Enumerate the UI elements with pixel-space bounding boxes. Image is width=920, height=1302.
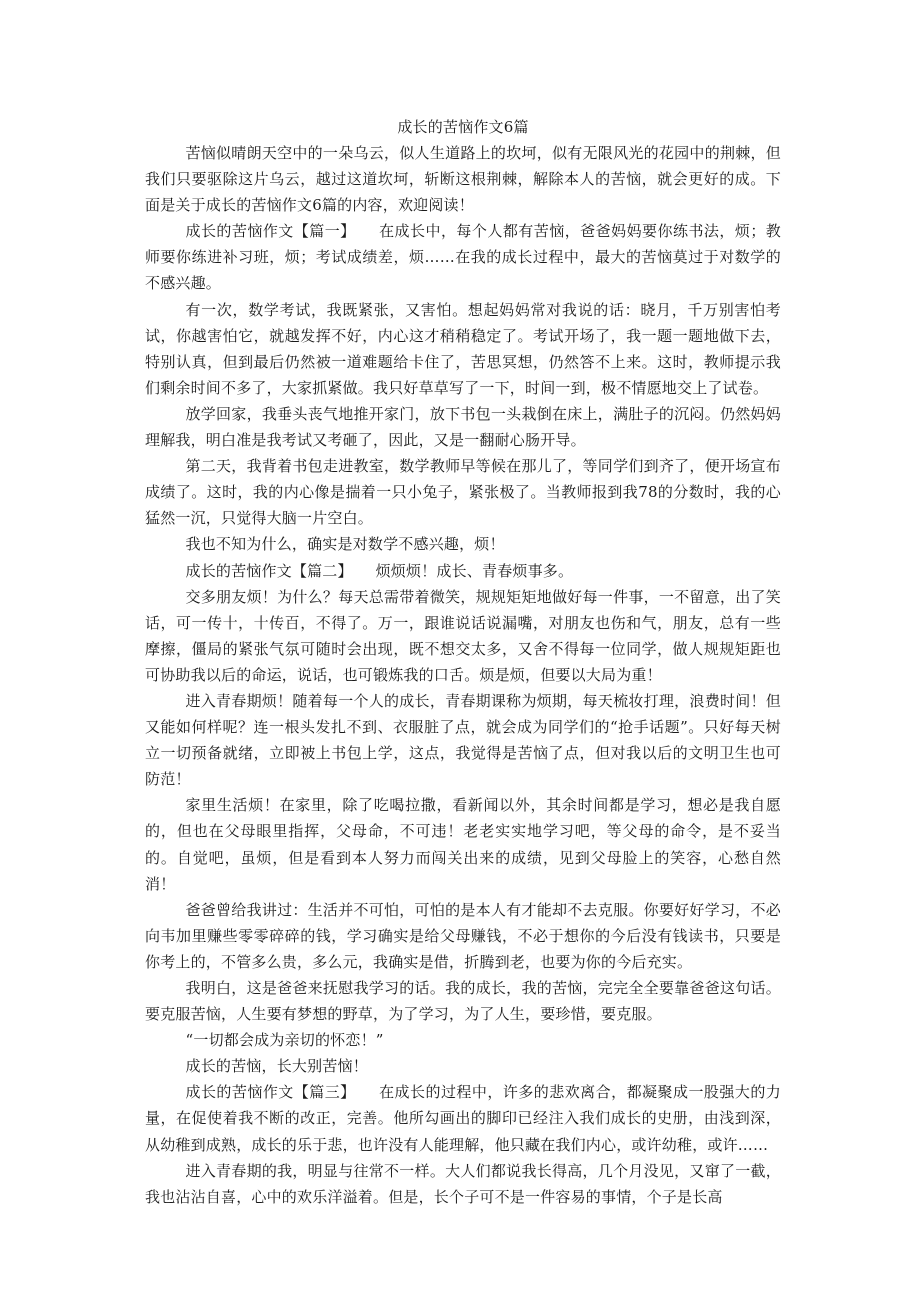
- paragraph: 进入青春期的我，明显与往常不一样。大人们都说我长得高，几个月没见，又窜了一截，我也沾沾自喜，心中的欢乐洋溢着。但是，长个子可不是一件容易的事情，个子是长高: [145, 1161, 781, 1206]
- paragraph-section-1-heading: 成长的苦恼作文【篇一】 在成长中，每个人都有苦恼，爸爸妈妈要你练书法，烦；教师要你练进补习班，烦；考试成绩差，烦……在我的成长过程中，最大的苦恼莫过于对数学的不感兴趣。: [145, 222, 781, 293]
- document-title: 成长的苦恼作文6篇: [397, 118, 529, 136]
- paragraph: 进入青春期烦！随着每一个人的成长，青春期课称为烦期，每天梳妆打理，浪费时间！但又能如何样呢？连一根头发扎不到、衣服脏了点，就会成为同学们的“抢手话题”。只好每天树立一切预备就绪，立即被上书包上学，这点，我觉得是苦恼了点，但对我以后的文明卫生也可防范！: [145, 691, 781, 789]
- paragraph: 我也不知为什么，确实是对数学不感兴趣，烦！: [185, 535, 505, 554]
- paragraph: 放学回家，我垂头丧气地推开家门，放下书包一头栽倒在床上，满肚子的沉闷。仍然妈妈理解我，明白准是我考试又考砸了，因此，又是一翻耐心肠开导。: [145, 404, 781, 450]
- paragraph: 有一次，数学考试，我既紧张，又害怕。想起妈妈常对我说的话：晓月，千万别害怕考试，你越害怕它，就越发挥不好，内心这才稍稍稳定了。考试开场了，我一题一题地做下去，特别认真，但到最后仍然被一道难题给卡住了，苦思冥想，仍然答不上来。这时，教师提示我们剩余时间不多了，大家抓紧做。我只好草草写了一下，时间一到，极不情愿地交上了试卷。: [145, 300, 781, 397]
- paragraph: 爸爸曾给我讲过：生活并不可怕，可怕的是本人有才能却不去克服。你要好好学习，不必向韦加里赚些零零碎碎的钱，学习确实是给父母赚钱，不必于想你的今后没有钱读书，只要是你考上的，不管多么贵，多么元，我确实是借，折腾到老，也要为你的今后充实。: [145, 900, 781, 971]
- paragraph-quote: “一切都会成为亲切的怀恋！”: [185, 1031, 384, 1050]
- paragraph-intro: 苦恼似晴朗天空中的一朵乌云，似人生道路上的坎坷，似有无限风光的花园中的荆棘，但我们只要驱除这片乌云，越过这道坎坷，斩断这根荆棘，解除本人的苦恼，就会更好的成。下面是关于成长的苦恼作文6篇的内容，欢迎阅读！: [145, 144, 781, 215]
- paragraph: 第二天，我背着书包走进教室，数学教师早等候在那儿了，等同学们到齐了，便开场宣布成绩了。这时，我的内心像是揣着一只小兔子，紧张极了。当教师报到我78的分数时，我的心猛然一沉，只觉得大脑一片空白。: [145, 457, 781, 528]
- paragraph: 家里生活烦！在家里，除了吃喝拉撒，看新闻以外，其余时间都是学习，想必是我自愿的，但也在父母眼里指挥，父母命，不可违！老老实实地学习吧，等父母的命令，是不妥当的。自觉吧，虽烦，但是看到本人努力而闯关出来的成绩，见到父母脸上的笑容，心愁自然消！: [145, 796, 781, 893]
- paragraph: 交多朋友烦！为什么？每天总需带着微笑，规规矩矩地做好每一件事，一不留意，出了笑话，可一传十，十传百，不得了。万一，跟谁说话说漏嘴，对朋友也伤和气，朋友，总有一些摩擦，僵局的紧张气氛可随时会出现，既不想交太多，又舍不得每一位同学，做人规规矩距也可协助我以后的命运，说话，也可锻炼我的口舌。烦是烦，但要以大局为重！: [145, 587, 781, 684]
- paragraph-section-2-heading: 成长的苦恼作文【篇二】 烦烦烦！成长、青春烦事多。: [185, 561, 574, 580]
- paragraph-section-3-heading: 成长的苦恼作文【篇三】 在成长的过程中，许多的悲欢离合，都凝聚成一股强大的力量，在促使着我不断的改正，完善。他所勾画出的脚印已经注入我们成长的史册，由浅到深，从幼稚到成熟，成长的乐于悲，也许没有人能理解，他只藏在我们内心，或许幼稚，或许……: [145, 1083, 781, 1154]
- paragraph: 成长的苦恼，长大别苦恼！: [185, 1057, 368, 1076]
- document-page: [145, 114, 781, 1210]
- paragraph: 我明白，这是爸爸来抚慰我学习的话。我的成长，我的苦恼，完完全全要靠爸爸这句话。要克服苦恼，人生要有梦想的野草，为了学习，为了人生，要珍惜，要克服。: [145, 979, 781, 1024]
